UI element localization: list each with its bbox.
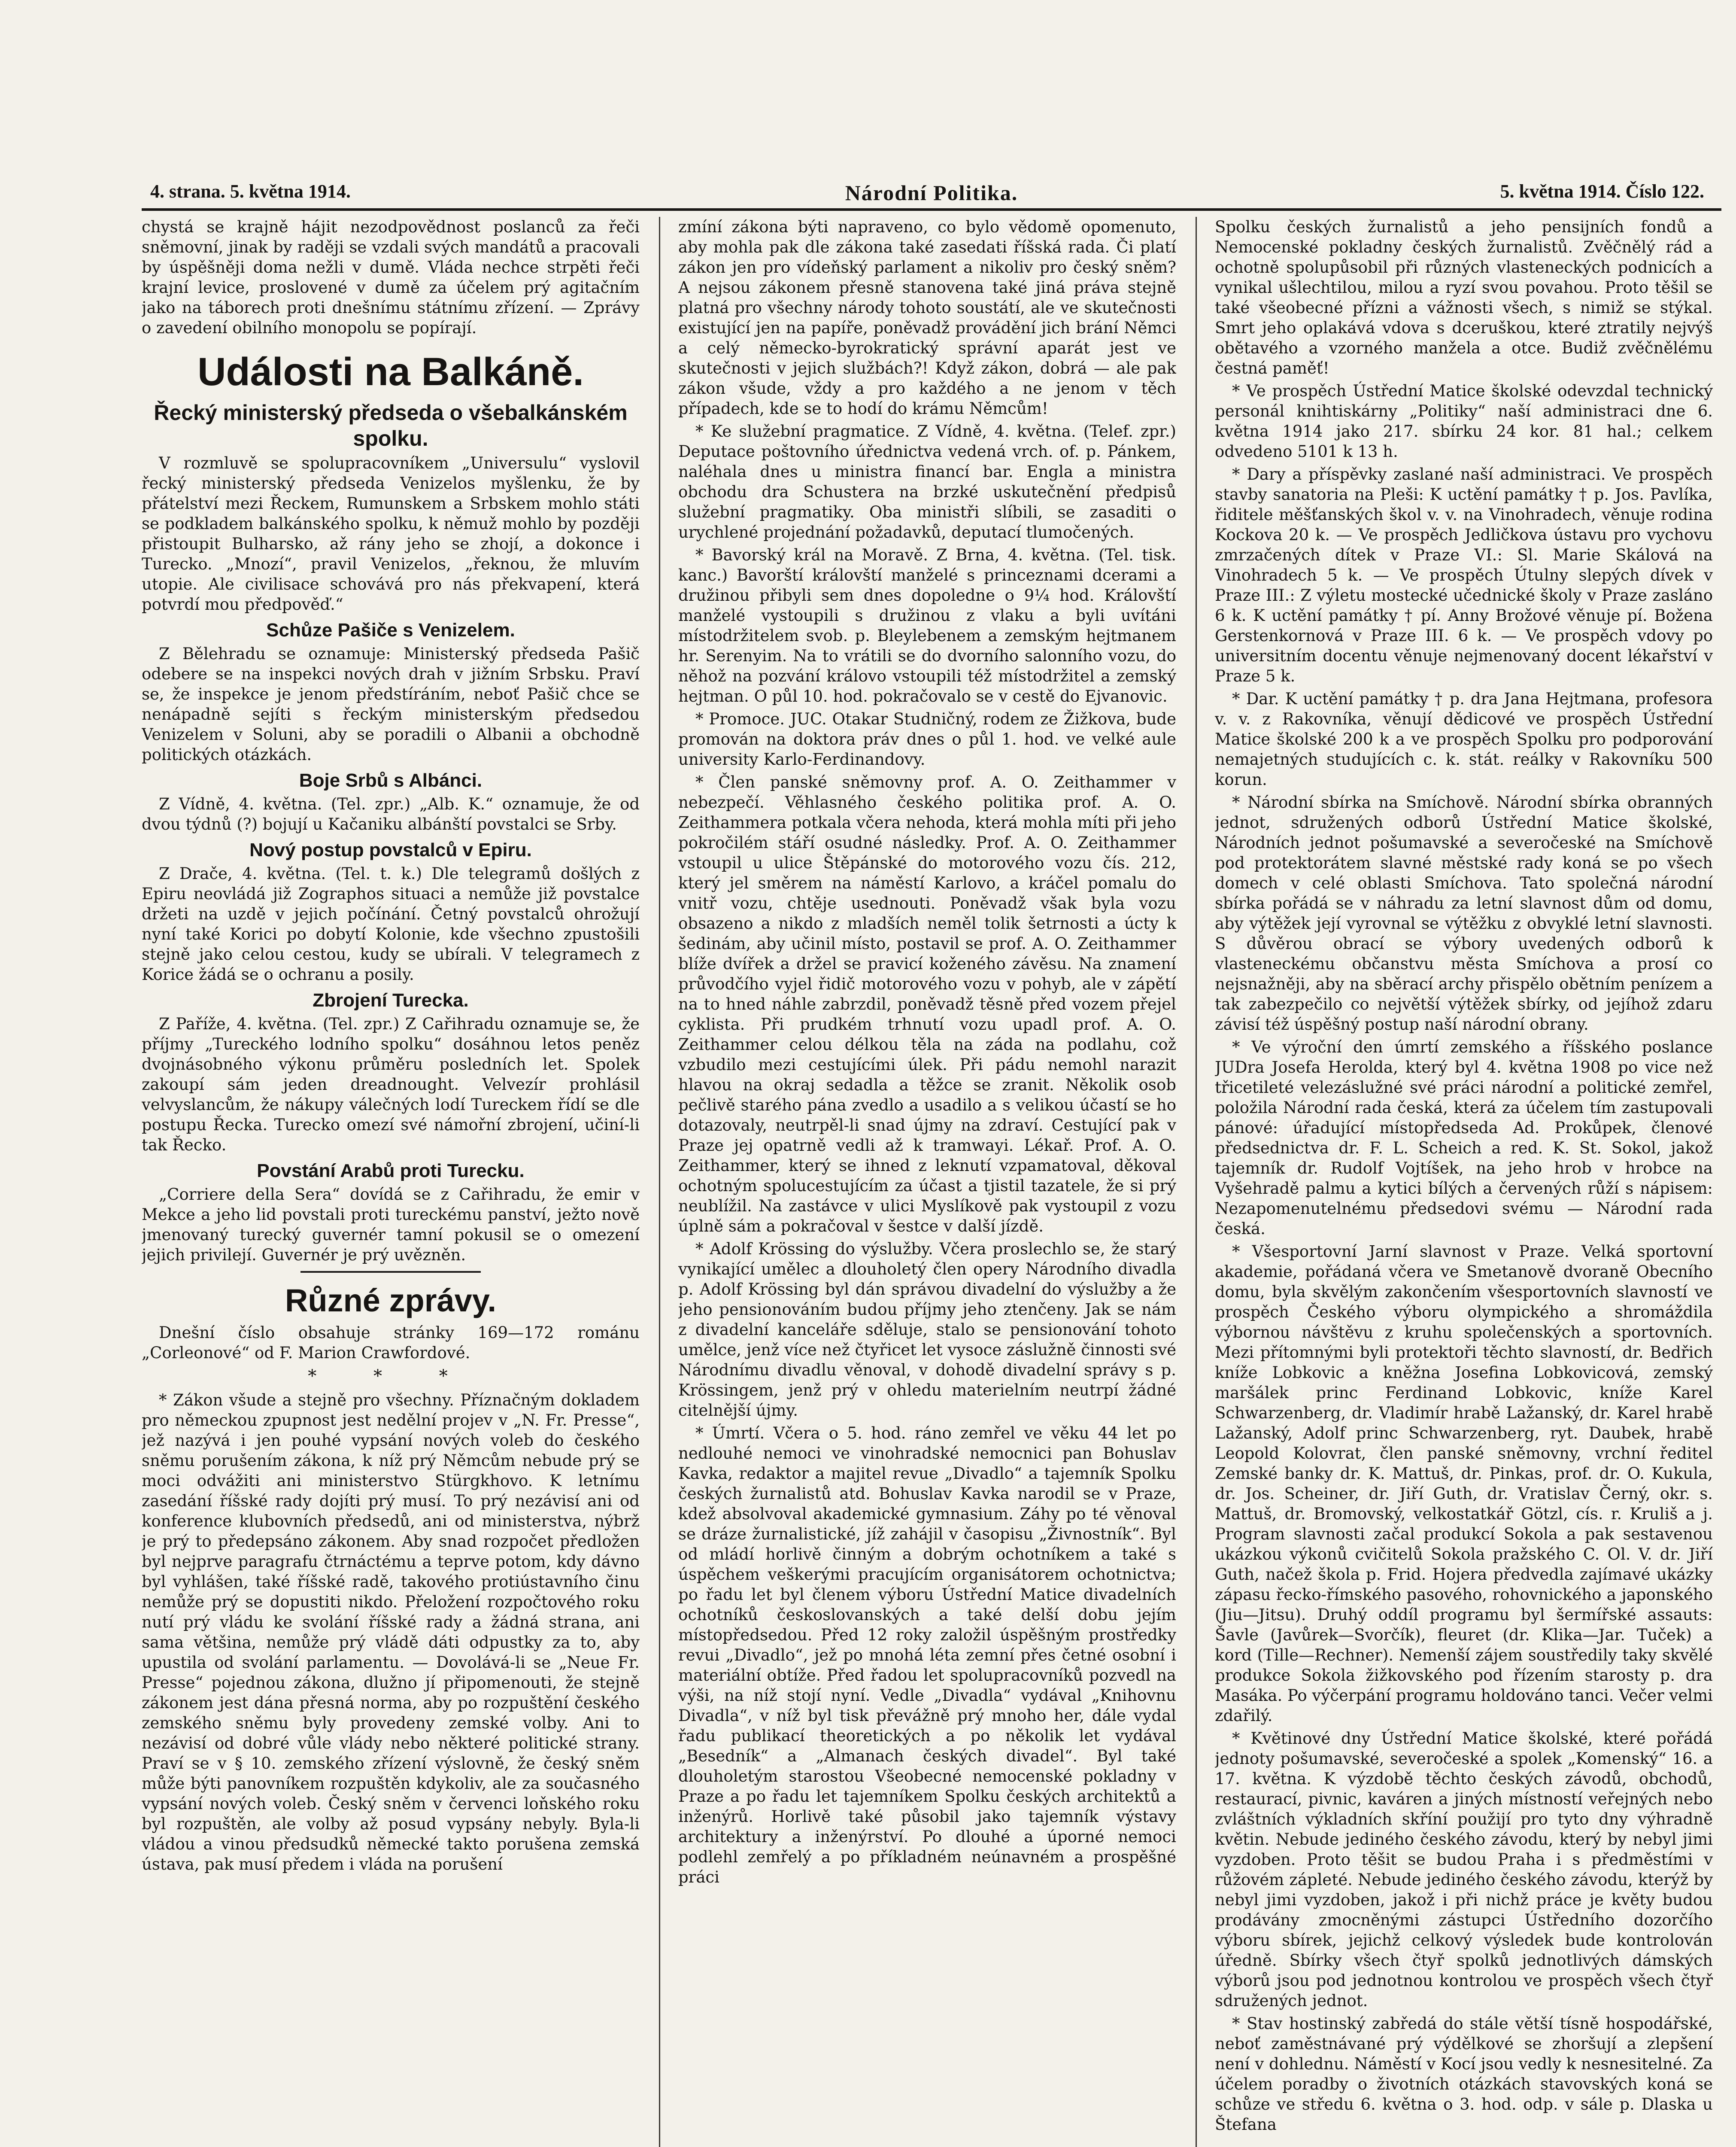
- article-paragraph: Z Drače, 4. května. (Tel. t. k.) Dle telegramů došlých z Epiru neovládá již Zographos situaci a nemůže již povstalce držeti na uzdě v jejich počínání. Četný povstalců ohrožují nyní také Korici po dobytí Kolonie, kde všechno zpustošili stejně jako celou cestou, kudy se ubírali. V telegramech z Korice žádá se o ochranu a posily.: [142, 864, 640, 984]
- article-paragraph: * Všesportovní Jarní slavnost v Praze. Velká sportovní akademie, pořádaná včera ve Smetanově dvoraně Obecního domu, byla skvělým zakončením všesportovních slavností ve prospěch Českého výboru olympického a shromáždila výbornou návštěvu z kruhu společenských a sportovních. Mezi přítomnými byli protektoři těchto slavností, dr. Bedřich kníže Lobkovic a kněžna Josefina Lobkovicová, zemský maršálek princ Ferdinand Lobkovic, kníže Karel Schwarzenberg, dr. Vladimír hrabě Lažanský, dr. Karel hrabě Lažanský, Adolf princ Schwarzenberg, ryt. Daubek, hrabě Leopold Kolovrat, člen panské sněmovny, vrchní ředitel Zemské banky dr. K. Mattuš, dr. Pinkas, prof. dr. O. Kukula, dr. Jos. Scheiner, dr. Jiří Guth, dr. Vratislav Černý, okr. s. Mattuš, dr. Bromovský, velkostatkář Götzl, cís. r. Kruliš a j. Program slavnosti začal produkcí Sokola a pak sestavenou ukázkou výkonů cvičitelů Sokola pražského C. Ol. V. dr. Jiří Guth, načež škola p. Frid. Hojera předvedla zajímavé ukázky zápasu řecko-římského pasového, rohovnického a japonského (Jiu—Jitsu). Druhý oddíl programu byl šermířské assauts: Šavle (Javůrek—Svorčík), fleuret (dr. Klika—Jar. Tuček) a kord (Tille—Rechner). Nemenší zájem soustředily taky skvělé produkce Sokola žižkovského pod řízením starosty p. dra Masáka. Po výčerpání programu holdováno tanci. Večer velmi zdařilý.: [1215, 1242, 1713, 1725]
- article-paragraph: * Ve výroční den úmrtí zemského a říšského poslance JUDra Josefa Herolda, který byl 4. května 1908 po vice než třicetileté velezáslužné své práci národní a politické zemřel, položila Národní rada česká, která za účelem tím zastupovali pánové: úřadující místopředseda Ad. Prokůpek, členové předsednictva dr. F. L. Scheich a red. K. St. Sokol, jakož tajemník dr. Rudolf Vojtíšek, na jeho hrob v hrobce na Vyšehradě palmu a kytici bílých a červených růží s nápisem: Nezapomenutelnému předsedovi svému — Národní rada česká.: [1215, 1038, 1713, 1238]
- article-heading: Nový postup povstalců v Epiru.: [249, 839, 532, 861]
- column-1: [142, 217, 640, 2147]
- article-heading: Povstání Arabů proti Turecku.: [257, 1160, 525, 1181]
- article-paragraph: * Dary a příspěvky zaslané naší administraci. Ve prospěch stavby sanatoria na Pleši: K uctění památky † p. Jos. Pavlíka, řiditele měšťanských škol v. v. na Vinohradech, věnuje rodina Kockova 20 k. — Ve prospěch Jedličkova ústavu pro vychovu zmrzačených dítek v Praze VI.: Sl. Marie Skálová na Vinohradech 5 k. — Ve prospěch Útulny slepých dívek v Praze III.: Z výletu mostecké učednické školy v Praze zasláno 6 k. K uctění památky † pí. Anny Brožové věnuje pí. Božena Gerstenkornová v Praze III. 6 k. — Ve prospěch vdovy po universitním docentu věnuje nejmenovaný docent lékařství v Praze 5 k.: [1215, 465, 1713, 685]
- article-paragraph: Z Paříže, 4. května. (Tel. zpr.) Z Cařihradu oznamuje se, že příjmy „Tureckého lodního spolku“ dosáhnou letos peněz dvojnásobného výkonu průměru posledních let. Spolek zakoupí sám jeden dreadnought. Velvezír prohlásil velvyslancům, že nákupy válečných lodí Tureckem řídí se dle postupu Řecka. Turecko omezí své námořní zbrojení, učiní-li tak Řecko.: [142, 1015, 640, 1154]
- section-heading-balkan: Události na Balkáně.: [197, 350, 584, 394]
- newspaper-page: [142, 170, 1721, 2147]
- masthead-title: Národní Politika.: [845, 181, 1018, 205]
- article-paragraph: Spolku českých žurnalistů a jeho pensijních fondů a Nemocenské pokladny českých žurnalistů. Zvěčnělý rád a ochotně spolupůsobil při různých vlasteneckých podnicích a vynikal ušlechtilou, milou a ryzí svou povahou. Proto těšil se také všeobecné přízni a vážnosti všech, s nimiž se stýkal. Smrt jeho oplakává vdova s dceruškou, které ztratily nejvýš obětavého a vzorného manžela a otce. Budiž zvěčnělému čestná paměť!: [1215, 218, 1713, 377]
- article-paragraph: * Člen panské sněmovny prof. A. O. Zeithammer v nebezpečí. Věhlasného českého politika prof. A. O. Zeithammera potkala včera nehoda, která mohla míti při jeho pokročilém stáří osudné následky. Prof. A. O. Zeithammer vstoupil u ulice Štěpánské do motorového vozu čís. 212, který jel směrem na náměstí Karlovo, a kráčel pomalu do vnitř vozu, chtěje usednouti. Poněvadž však byla vozu obsazeno a nikdo z mladších neměl tolik šetrnosti a úcty k šedinám, aby učinil místo, postavil se prof. A. O. Zeithammer blíže dvířek a držel se pravicí koženého závěsu. Na znamení průvodčího vyjel řidič motorového vozu v pohyb, ale v zápětí na to hned náhle zabrzdil, poněvadž těsně před vozem přejel cyklista. Při prudkém trhnutí vozu upadl prof. A. O. Zeithammer celou délkou těla na záda na podlahu, což vzbudilo mezi cestujícími úlek. Při pádu nemohl narazit hlavou na okraj sedadla a těžce se zranit. Několik osob pečlivě starého pána zvedlo a usadilo a s velikou účastí se ho dotazovaly, neutrpěl-li snad újmy na zdraví. Cestující pak v Praze jej opatrně vedli až k tramwayi. Lékař. Prof. A. O. Zeithammer, který se ihned z leknutí vzpamatoval, děkoval ochotným spolucestujícím za účast a tjistil tazatele, že si prý neublížil. Na zastávce v ulici Myslíkově pak vystoupil z vozu úplně sám a pokračoval v šestce v další jízdě.: [678, 773, 1176, 1235]
- article-paragraph: Dnešní číslo obsahuje stránky 169—172 románu „Corleonové“ od F. Marion Crawfordové.: [142, 1323, 640, 1362]
- article-paragraph: * Dar. K uctění památky † p. dra Jana Hejtmana, profesora v. v. z Rakovníka, věnují dědicové ve prospěch Ústřední Matice školské 200 k a ve prospěch Spolku pro podporování nemajetných studujících c. k. stát. reálky v Rakovníku 500 korun.: [1215, 690, 1713, 789]
- article-paragraph: * Bavorský král na Moravě. Z Brna, 4. května. (Tel. tisk. kanc.) Bavorští královští manželé s princeznami dcerami a družinou přibyli sem dnes dopoledne o 9¼ hod. Královští manželé vystoupili s družinou z vlaku a byli uvítáni místodržitelem svob. p. Bleylebenem a zemským hejtmanem hr. Serenyim. Na to vrátili se do dvorního salonního vozu, do něhož na pozvání královo vstoupili též místodržitel a zemský hejtman. O půl 10. hod. pokračovalo se v cestě do Ejvanovic.: [678, 546, 1176, 706]
- article-paragraph: chystá se krajně hájit nezodpovědnost poslanců za řeči sněmovní, jinak by raději se vzdali svých mandátů a pracovali by úspěšněji doma nežli v dumě. Vláda nechce strpěti řeči krajní levice, proslovené v dumě za účelem prý agitačním jako na táborech proti dnešnímu státnímu zřízení. — Zprávy o zavedení obilního monopolu se popírají.: [142, 218, 640, 337]
- article-paragraph: * Zákon všude a stejně pro všechny. Příznačným dokladem pro německou zpupnost jest nedělní projev v „N. Fr. Presse“, jež nazývá i jen pouhé vypsání nových voleb do českého sněmu porušením zákona, k níž prý Němcům nebude prý se moci odvážiti ani ministerstvo Stürgkhovo. K letnímu zasedání říšské rady dojíti prý musí. To prý nezávisí ani od konference klubovních předsedů, ani od ministerstva, nýbrž je prý to předepsáno zákonem. Aby snad rozpočet předložen byl nejprve paragrafu čtrnáctému a teprve potom, kdy dávno byl vyhlášen, také říšské radě, takového protiústavního činu nemůže prý se dopustiti nikdo. Přeložení rozpočtového roku nutí prý vládu ke svolání říšské rady a žádná strana, ani sama většina, nemůže prý vládě dáti odpustky za to, aby upustila od svolání parlamentu. — Dovolává-li se „Neue Fr. Presse“ pojednou zákona, dlužno jí připomenouti, že stejně zákonem jest dána přesná norma, aby po rozpuštění českého zemského sněmu byly provedeny zemské volby. Ani to nezávisí od dobré vůle vlády nebo některé politické strany. Praví se v § 10. zemského zřízení výslovně, že český sněm může býti panovníkem rozpuštěn kdykoliv, ale za současného vypsání nových voleb. Český sněm v červenci loňského roku byl rozpuštěn, ale volby až posud vypsány nebyly. Byla-li vládou a vinou předsudků německé takto porušena zemská ústava, pak musí předem i vláda na porušení: [142, 1391, 640, 1873]
- separator-stars: * * *: [308, 1366, 473, 1386]
- article-paragraph: Z Vídně, 4. května. (Tel. zpr.) „Alb. K.“ oznamuje, že od dvou týdnů (?) bojují u Kačaniku albánští povstalci se Srby.: [142, 795, 640, 833]
- column-divider: [659, 217, 660, 2147]
- article-heading: Řecký ministerský předseda o všebalkánském spolku.: [154, 401, 628, 450]
- article-paragraph: * Úmrtí. Včera o 5. hod. ráno zemřel ve věku 44 let po nedlouhé nemoci ve vinohradské nemocnici pan Bohuslav Kavka, redaktor a majitel revue „Divadlo“ a tajemník Spolku českých žurnalistů atd. Bohuslav Kavka narodil se v Praze, kdež absolvoval akademické gymnasium. Záhy po té věnoval se dráze žurnalistické, jíž zahájil v časopisu „Živnostník“. Byl od mládí horlivě činným a dobrým ochotníkem a také s úspěchem veškerými pracujícím organisátorem ochotnictva; po řadu let byl členem výboru Ústřední Matice divadelních ochotníků českoslovanských a také delší dobu jejím místopředsedou. Před 12 roky založil úspěšným prostředky revui „Divadlo“, jež po mnohá léta zemní přes četné osobní i materiální obtíže. Před řadou let spolupracovníků pozvedl na výši, na níž stojí nyní. Vedle „Divadla“ vydával „Knihovnu Divadla“, v níž byl tisk převážně prý mnoho her, dále vydal řadu publikací theoretických a po několik let vydával „Besedník“ a „Almanach českých divadel“. Byl také dlouholetým starostou Všeobecné nemocenské pokladny v Praze a po řadu let tajemníkem Spolku českých architektů a inženýrů. Horlivě také působil jako tajemník výstavy architektury a inženýrství. Po dlouhé a úporné nemoci podlehl zemřelý a po příkladném neúnavném a prospěšné práci: [678, 1424, 1176, 1886]
- article-heading: Zbrojení Turecka.: [313, 990, 469, 1011]
- article-paragraph: * Ke služební pragmatice. Z Vídně, 4. května. (Telef. zpr.) Deputace poštovního úřednictva vedená vrch. of. p. Pánkem, naléhala dnes u ministra financí bar. Engla a ministra obchodu dra Schustera na brzké uskutečnění předpisů služební pragmatiky. Oba ministři slíbili, se zasaditi o urychlené projednání požadavků, deputací tlumočených.: [678, 422, 1176, 541]
- article-paragraph: * Stav hostinský zabředá do stále větší tísně hospodářské, neboť zaměstnávané prý výdělkové se zhoršují a zlepšení není v dohlednu. Náměstí v Kocí jsou vedly k nesnesitelné. Za účelem poradby o životních otázkách stavovských koná se schůze ve středu 6. května o 3. hod. odp. v sále p. Dlaska u Štefana: [1215, 2014, 1713, 2134]
- column-3: [1215, 217, 1713, 2147]
- section-heading-ruzne: Různé zprávy.: [285, 1283, 497, 1318]
- article-paragraph: * Národní sbírka na Smíchově. Národní sbírka obranných jednot, sdružených odborů Ústřední Matice školské, Národních jednot pošumavské a severočeské na Smíchově pod protektorátem slavné městské rady koná se po všech domech v celé oblasti Smíchova. Tato společná národní sbírka pořádá se v náhradu za letní slavnost dům od domu, aby výtěžek její vyrovnal se výtěžku z obvyklé letní slavnosti. S důvěrou obrací se výbory uvedených odborů k vlasteneckému občanstvu města Smíchova a prosí co nejsnažněji, aby na sběrací archy přispělo obětním penízem a tak zabezpečilo co největší výtěžek sbírky, od jejíhož zdaru závisí též úspěšný postup naší národní obrany.: [1215, 793, 1713, 1034]
- article-paragraph: „Corriere della Sera“ dovídá se z Cařihradu, že emir v Mekce a jeho lid povstali proti tureckému panství, ježto nově jmenovaný turecký guvernér tamní pokusil se o omezení jejich privilejí. Guvernér je prý uvězněn.: [142, 1185, 640, 1264]
- article-heading: Boje Srbů s Albánci.: [299, 770, 483, 791]
- article-paragraph: * Adolf Krössing do výslužby. Včera proslechlo se, že starý vynikající umělec a dlouholetý člen opery Národního divadla p. Adolf Krössing byl dán správou divadelní do výslužby a že jeho pensionováním budou příjmy jeho ztenčeny. Jak se nám z divadelní kanceláře sděluje, stalo se pensionování tohoto umělce, jenž více než čtyřicet let vysoce záslužně činnosti své Národnímu divadlu věnoval, v dohodě divadelní správy s p. Krössingem, jenž prý v ohledu materielním neutrpí žádné citelnější újmy.: [678, 1240, 1176, 1420]
- section-rule: [300, 1271, 481, 1273]
- article-paragraph: V rozmluvě se spolupracovníkem „Universulu“ vyslovil řecký ministerský předseda Venizelos myšlenku, že by přátelství mezi Řeckem, Rumunskem a Srbskem mohlo státi se podkladem balkánského spolku, k němuž mohlo by později přistoupit Bulharsko, až rány jeho se zhojí, a dokonce i Turecko. „Mnozí“, pravil Venizelos, „řeknou, že mluvím utopie. Ale civilisace schovává pro nás překvapení, která potvrdí mou předpověď.“: [142, 454, 640, 614]
- article-paragraph: zmíní zákona býti napraveno, co bylo vědomě opomenuto, aby mohla pak dle zákona také zasedati říšská rada. Či platí zákon jen pro vídeňský parlament a nikoliv pro český sněm? A nejsou zákonem přesně stanovena také jiná práva stejně platná pro všechny národy tohoto soustátí, ale ve skutečnosti existující jen na papíře, poněvadž provádění jich brání Němci a celý německo-byrokratický správní aparát jest ve skutečnosti v jejich službách?! Když zákon, dobrá — ale pak zákon všude, vždy a pro každého a ne jenom v těch případech, kde se to hodí do krámu Němcům!: [678, 218, 1176, 418]
- header-rule: [142, 208, 1721, 211]
- page-header: [142, 170, 1721, 204]
- article-paragraph: * Květinové dny Ústřední Matice školské, které pořádá jednoty pošumavské, severočeské a spolek „Komenský“ 16. a 17. května. K výzdobě těchto českých závodů, obchodů, restaurací, pivnic, kaváren a jiných místností veřejných nebo zvláštních výkladních skříní použijí pro tyto dny výhradně květin. Nebude jediného českého závodu, který by nebyl jimi vyzdoben. Proto těšit se budou Praha i s předměstími v růžovém zápleté. Nebude jediného českého závodu, kterýž by nebyl jimi vyzdoben, jakož i při nichž práce je květy budou prodávány zmocněnými zástupci Ústředního dozorčího výboru sbírek, jejichž celkový výsledek bude kontrolován úředně. Sbírky všech čtyř spolků jednotlivých dámských výborů jsou pod jednotnou kontrolou ve prospěch všech čtyř sdružených jednot.: [1215, 1729, 1713, 2010]
- article-paragraph: * Promoce. JUC. Otakar Studničný, rodem ze Žižkova, bude promován na doktora práv dnes o půl 1. hod. ve velké aule university Karlo-Ferdinandovy.: [678, 710, 1176, 769]
- column-2: [678, 217, 1176, 2147]
- header-right: 5. května 1914. Číslo 122.: [1500, 181, 1704, 202]
- article-heading: Schůze Pašiče s Venizelem.: [266, 620, 515, 641]
- header-left: 4. strana. 5. května 1914.: [150, 181, 351, 202]
- article-paragraph: Z Bělehradu se oznamuje: Ministerský předseda Pašič odebere se na inspekci nových drah v jižním Srbsku. Praví se, že inspekce je jenom předstíráním, neboť Pašič chce se nenápadně sejíti s řeckým ministerským předsedou Venizelem v Soluni, aby se poradili o Albanii a obchodně politických otázkách.: [142, 645, 640, 764]
- column-divider: [1196, 217, 1197, 2147]
- article-paragraph: * Ve prospěch Ústřední Matice školské odevzdal technický personál knihtiskárny „Politiky“ naší administraci dne 6. května 1914 jako 217. sbírku 24 kor. 81 hal.; celkem odvedeno 5101 k 13 h.: [1215, 382, 1713, 461]
